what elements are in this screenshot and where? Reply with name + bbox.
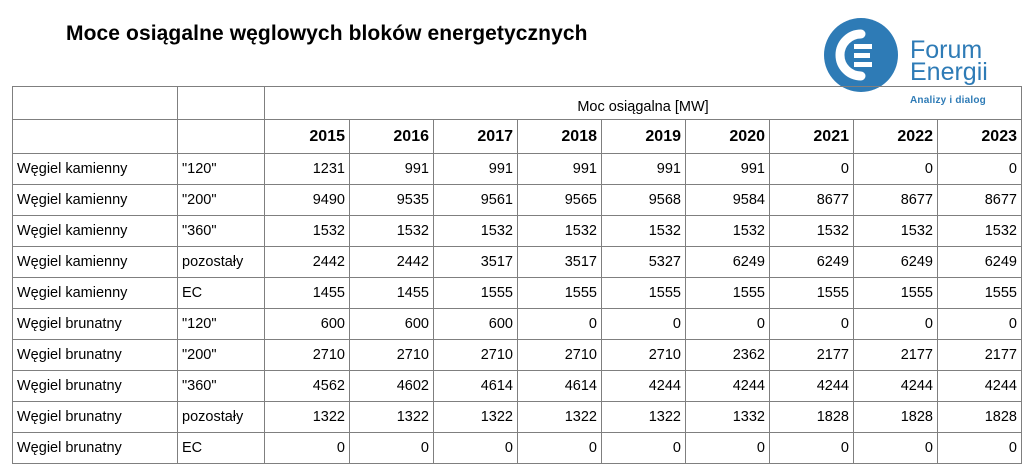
value-cell: 0 — [938, 154, 1022, 185]
value-cell: 0 — [770, 309, 854, 340]
value-cell: 1455 — [350, 278, 434, 309]
year-header: 2020 — [686, 120, 770, 154]
fuel-type-cell: Węgiel brunatny — [13, 402, 178, 433]
logo-brand-line2: Energii — [910, 58, 988, 86]
value-cell: 1828 — [854, 402, 938, 433]
block-type-cell: "200" — [178, 185, 265, 216]
value-cell: 0 — [265, 433, 350, 464]
value-cell: 6249 — [854, 247, 938, 278]
block-type-cell: pozostały — [178, 247, 265, 278]
value-cell: 1322 — [350, 402, 434, 433]
value-cell: 991 — [518, 154, 602, 185]
value-cell: 4562 — [265, 371, 350, 402]
table-row — [13, 309, 1022, 340]
forum-energii-logo-icon — [824, 18, 898, 92]
value-cell: 0 — [854, 309, 938, 340]
value-cell: 8677 — [854, 185, 938, 216]
value-cell: 1532 — [265, 216, 350, 247]
fuel-type-cell: Węgiel kamienny — [13, 247, 178, 278]
fuel-type-cell: Węgiel brunatny — [13, 371, 178, 402]
value-cell: 0 — [938, 433, 1022, 464]
value-cell: 1828 — [938, 402, 1022, 433]
value-cell: 600 — [350, 309, 434, 340]
header-blank-cell — [13, 87, 178, 120]
value-cell: 0 — [854, 154, 938, 185]
year-header: 2017 — [434, 120, 518, 154]
value-cell: 2177 — [770, 340, 854, 371]
value-cell: 1532 — [518, 216, 602, 247]
table-row — [13, 247, 1022, 278]
value-cell: 4614 — [518, 371, 602, 402]
year-header: 2016 — [350, 120, 434, 154]
value-cell: 2710 — [350, 340, 434, 371]
value-cell: 4244 — [854, 371, 938, 402]
capacity-table — [12, 86, 1022, 464]
value-cell: 2362 — [686, 340, 770, 371]
block-type-cell: EC — [178, 278, 265, 309]
value-cell: 6249 — [938, 247, 1022, 278]
value-cell: 1532 — [350, 216, 434, 247]
block-type-cell: "120" — [178, 154, 265, 185]
year-header: 2023 — [938, 120, 1022, 154]
value-cell: 1532 — [854, 216, 938, 247]
block-type-cell: "360" — [178, 216, 265, 247]
fuel-type-cell: Węgiel kamienny — [13, 185, 178, 216]
value-cell: 4244 — [686, 371, 770, 402]
value-cell: 0 — [686, 309, 770, 340]
block-type-cell: EC — [178, 433, 265, 464]
value-cell: 3517 — [434, 247, 518, 278]
year-header: 2018 — [518, 120, 602, 154]
value-cell: 0 — [602, 309, 686, 340]
value-cell: 1555 — [854, 278, 938, 309]
value-cell: 1532 — [602, 216, 686, 247]
value-cell: 0 — [350, 433, 434, 464]
fuel-type-cell: Węgiel kamienny — [13, 216, 178, 247]
year-header: 2019 — [602, 120, 686, 154]
table-row — [13, 185, 1022, 216]
value-cell: 2710 — [434, 340, 518, 371]
value-cell: 1555 — [770, 278, 854, 309]
logo-tagline: Analizy i dialog — [910, 95, 986, 106]
value-cell: 1532 — [770, 216, 854, 247]
table-row — [13, 371, 1022, 402]
value-cell: 1555 — [518, 278, 602, 309]
value-cell: 0 — [518, 309, 602, 340]
value-cell: 1532 — [938, 216, 1022, 247]
value-cell: 4244 — [602, 371, 686, 402]
value-cell: 991 — [434, 154, 518, 185]
value-cell: 0 — [518, 433, 602, 464]
page-title: Moce osiągalne węglowych bloków energetycznych — [66, 22, 588, 45]
value-cell: 2442 — [265, 247, 350, 278]
value-cell: 600 — [434, 309, 518, 340]
value-cell: 1555 — [938, 278, 1022, 309]
fuel-type-cell: Węgiel kamienny — [13, 278, 178, 309]
fuel-type-cell: Węgiel brunatny — [13, 309, 178, 340]
value-cell: 991 — [686, 154, 770, 185]
value-cell: 9568 — [602, 185, 686, 216]
header-blank-cell — [13, 120, 178, 154]
value-cell: 1828 — [770, 402, 854, 433]
value-cell: 2177 — [854, 340, 938, 371]
fuel-type-cell: Węgiel kamienny — [13, 154, 178, 185]
value-cell: 1231 — [265, 154, 350, 185]
table-caption: Moc osiągalna [MW] — [265, 87, 1022, 120]
value-cell: 3517 — [518, 247, 602, 278]
year-header: 2022 — [854, 120, 938, 154]
value-cell: 4602 — [350, 371, 434, 402]
value-cell: 4244 — [938, 371, 1022, 402]
value-cell: 991 — [350, 154, 434, 185]
table-row — [13, 154, 1022, 185]
value-cell: 1455 — [265, 278, 350, 309]
year-header: 2021 — [770, 120, 854, 154]
table-row — [13, 433, 1022, 464]
fuel-type-cell: Węgiel brunatny — [13, 433, 178, 464]
value-cell: 8677 — [938, 185, 1022, 216]
block-type-cell: "200" — [178, 340, 265, 371]
value-cell: 1555 — [434, 278, 518, 309]
value-cell: 1532 — [686, 216, 770, 247]
table-row — [13, 402, 1022, 433]
value-cell: 1532 — [434, 216, 518, 247]
value-cell: 2442 — [350, 247, 434, 278]
table-header-row-caption — [13, 87, 1022, 120]
value-cell: 9565 — [518, 185, 602, 216]
fuel-type-cell: Węgiel brunatny — [13, 340, 178, 371]
value-cell: 1322 — [602, 402, 686, 433]
value-cell: 1555 — [602, 278, 686, 309]
logo-brand-line1: Forum — [910, 36, 983, 64]
value-cell: 2177 — [938, 340, 1022, 371]
value-cell: 1555 — [686, 278, 770, 309]
value-cell: 600 — [265, 309, 350, 340]
value-cell: 2710 — [602, 340, 686, 371]
value-cell: 4614 — [434, 371, 518, 402]
table-header-row-years — [13, 120, 1022, 154]
value-cell: 6249 — [770, 247, 854, 278]
value-cell: 0 — [854, 433, 938, 464]
table-row — [13, 340, 1022, 371]
value-cell: 1322 — [434, 402, 518, 433]
value-cell: 9535 — [350, 185, 434, 216]
value-cell: 2710 — [518, 340, 602, 371]
value-cell: 0 — [938, 309, 1022, 340]
value-cell: 2710 — [265, 340, 350, 371]
value-cell: 0 — [434, 433, 518, 464]
value-cell: 9490 — [265, 185, 350, 216]
year-header: 2015 — [265, 120, 350, 154]
value-cell: 1332 — [686, 402, 770, 433]
block-type-cell: pozostały — [178, 402, 265, 433]
table-row — [13, 278, 1022, 309]
value-cell: 1322 — [518, 402, 602, 433]
table-row — [13, 216, 1022, 247]
header-blank-cell — [178, 120, 265, 154]
value-cell: 9561 — [434, 185, 518, 216]
value-cell: 5327 — [602, 247, 686, 278]
header-blank-cell — [178, 87, 265, 120]
value-cell: 0 — [686, 433, 770, 464]
value-cell: 991 — [602, 154, 686, 185]
block-type-cell: "360" — [178, 371, 265, 402]
value-cell: 0 — [770, 433, 854, 464]
value-cell: 0 — [770, 154, 854, 185]
value-cell: 8677 — [770, 185, 854, 216]
value-cell: 6249 — [686, 247, 770, 278]
block-type-cell: "120" — [178, 309, 265, 340]
value-cell: 1322 — [265, 402, 350, 433]
value-cell: 4244 — [770, 371, 854, 402]
value-cell: 0 — [602, 433, 686, 464]
value-cell: 9584 — [686, 185, 770, 216]
